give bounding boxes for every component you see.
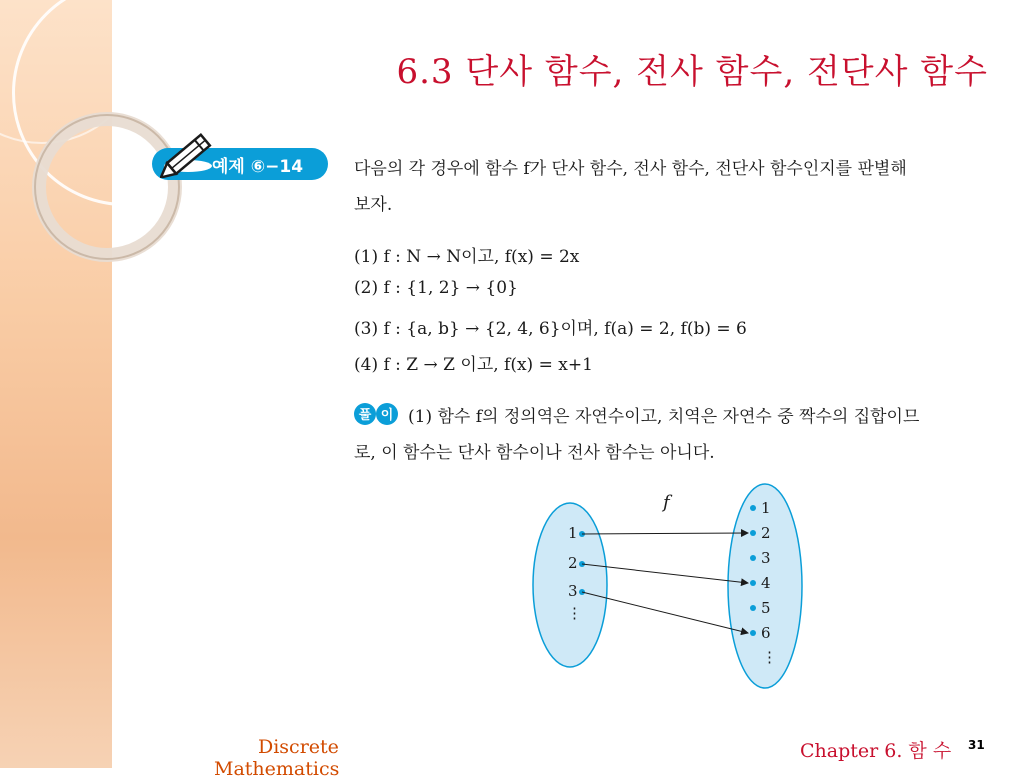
decorative-ring <box>34 114 180 260</box>
mapping-arrow <box>582 533 748 534</box>
list-item: (2) f : {1, 2} → {0} <box>354 278 518 298</box>
domain-label: 3 <box>568 582 578 600</box>
page-number: 31 <box>968 738 985 752</box>
codomain-point <box>750 630 756 636</box>
codomain-label: 3 <box>761 549 771 567</box>
slide-title: 6.3 단사 함수, 전사 함수, 전단사 함수 <box>396 52 988 92</box>
list-item: (3) f : {a, b} → {2, 4, 6}이며, f(a) = 2, f(b) = 6 <box>354 319 747 339</box>
solution-text: (1) 함수 f의 정의역은 자연수이고, 치역은 자연수 중 짝수의 집합이므 <box>408 407 920 427</box>
codomain-label: 1 <box>761 499 771 517</box>
codomain-point <box>750 530 756 536</box>
list-item: (1) f : N → N이고, f(x) = 2x <box>354 247 580 267</box>
domain-label: ⋮ <box>567 604 582 622</box>
pencil-icon <box>160 128 220 178</box>
codomain-label: 4 <box>761 574 771 592</box>
problem-text: 보자. <box>354 195 393 215</box>
solution-label: 풀 <box>358 408 372 423</box>
codomain-label: 6 <box>761 624 771 642</box>
codomain-point <box>750 580 756 586</box>
codomain-label: ⋮ <box>762 648 777 666</box>
codomain-point <box>750 505 756 511</box>
list-item: (4) f : Z → Z 이고, f(x) = x+1 <box>354 355 593 375</box>
example-badge-label: 예제 ⑥−14 <box>212 157 304 177</box>
problem-text: 다음의 각 경우에 함수 f가 단사 함수, 전사 함수, 전단사 함수인지를 판별해 <box>354 159 907 179</box>
footer-course-name: Mathematics <box>214 758 340 780</box>
codomain-point <box>750 555 756 561</box>
codomain-label: 5 <box>761 599 771 617</box>
footer-chapter: Chapter 6. 함 수 <box>800 740 952 762</box>
domain-label: 1 <box>568 524 578 542</box>
footer-course-name: Discrete <box>258 736 339 758</box>
mapping-diagram <box>520 480 810 695</box>
solution-text: 로, 이 함수는 단사 함수이나 전사 함수는 아니다. <box>354 443 715 463</box>
solution-badge <box>354 402 400 426</box>
function-label: f <box>663 492 670 513</box>
solution-label: 이 <box>380 408 394 423</box>
mapping-arrow <box>582 592 748 633</box>
domain-label: 2 <box>568 554 578 572</box>
codomain-label: 2 <box>761 524 771 542</box>
codomain-point <box>750 605 756 611</box>
